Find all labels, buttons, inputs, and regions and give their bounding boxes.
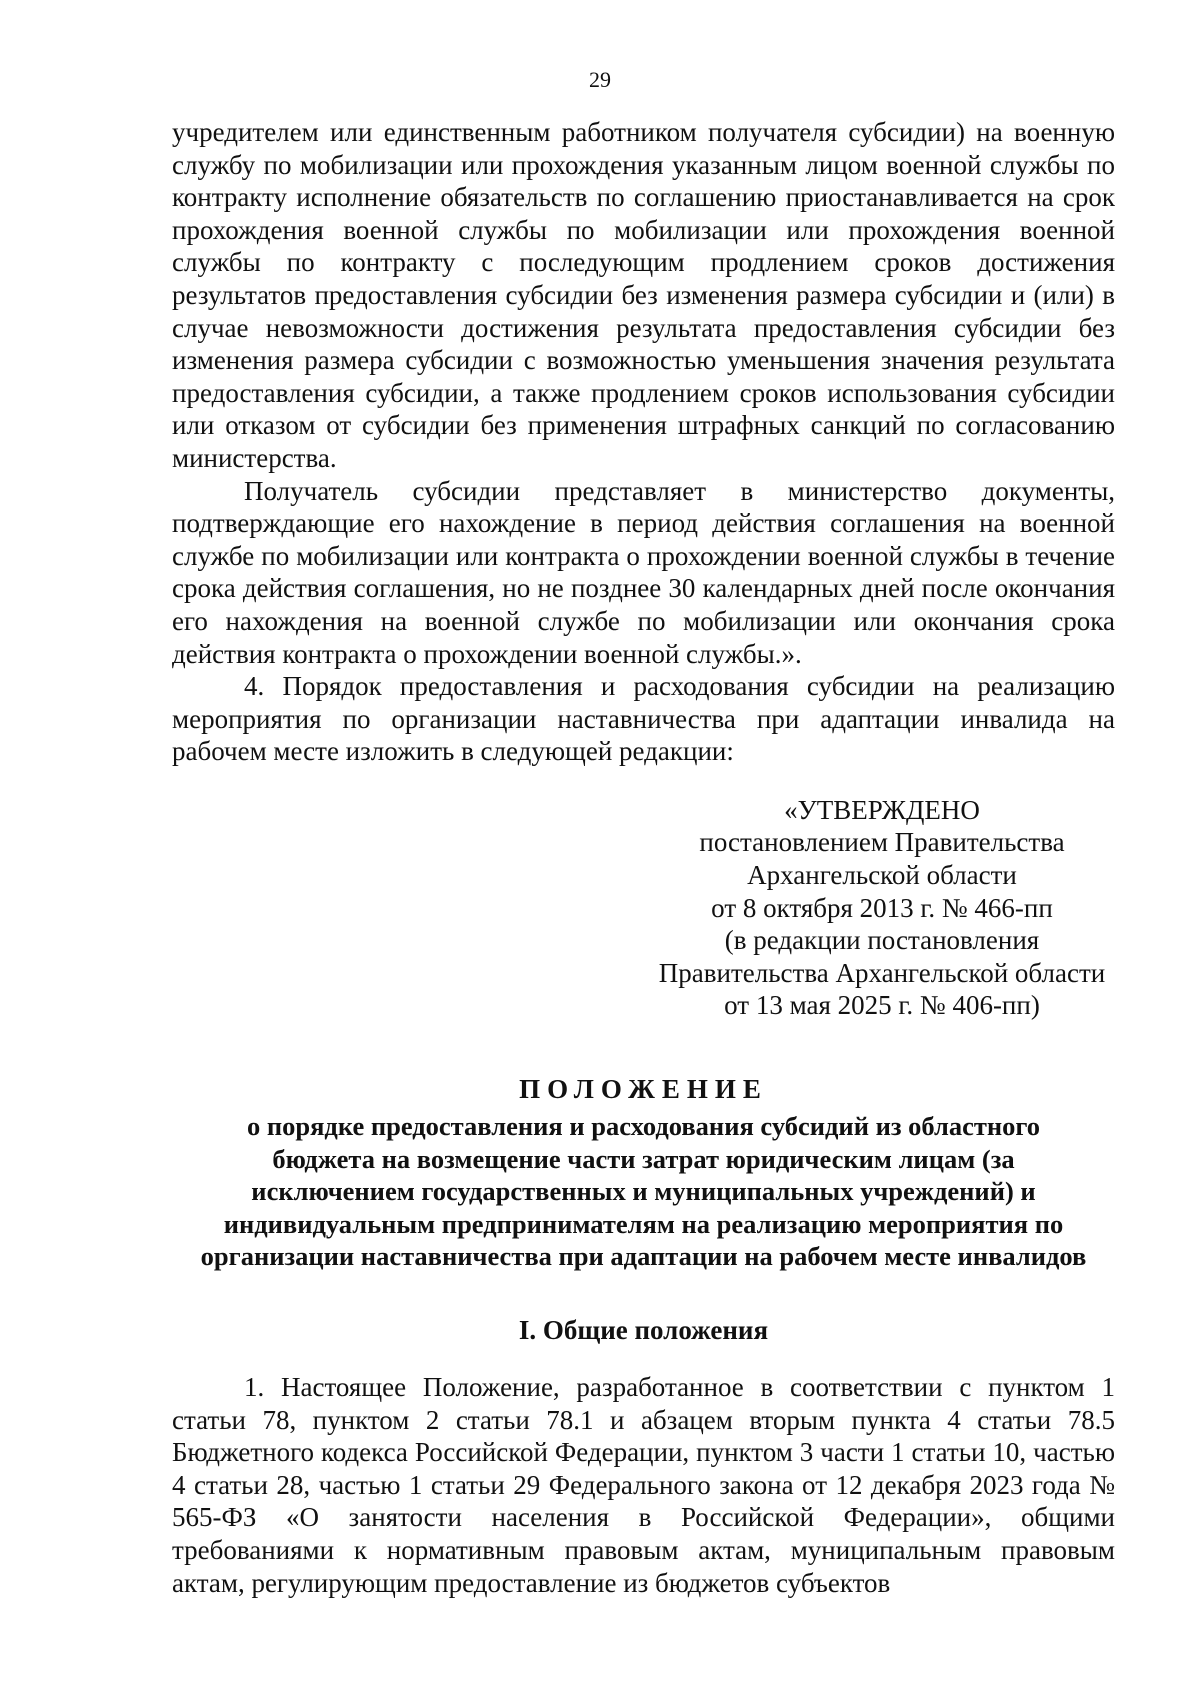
paragraph-item-1: 1. Настоящее Положение, разработанное в соответствии с пунктом 1 статьи 78, пунктом 2 статьи 78.1 и абзацем вторым пункта 4 статьи 78.5 Бюджетного кодекса Российской Федерации, пунктом 3 части 1 статьи 10, частью 4 статьи 28, частью 1 статьи 29 Федерального закона от 12 декабря 2023 года № 565-ФЗ «О занятости населения в Российской Федерации», общими требованиями к нормативным правовым актам, муниципальным правовым актам, регулирующим предоставление из бюджетов субъектов	[172, 1372, 1115, 1598]
section-heading: I. Общие положения	[518, 1315, 769, 1345]
paragraph-item-4: 4. Порядок предоставления и расходования субсидии на реализацию мероприятия по организации наставничества при адаптации инвалида на рабочем месте изложить в следующей редакции:	[172, 671, 1115, 767]
paragraph-documents: Получатель субсидии представляет в министерство документы, подтверждающие его нахождение в период действия соглашения на военной службе по мобилизации или контракта о прохождении военной службы в течение срока действия соглашения, но не позднее 30 календарных дней после окончания его нахождения на военной службе по мобилизации или окончания срока действия контракта о прохождении военной службы.».	[172, 475, 1115, 669]
page-number: 29	[589, 67, 611, 92]
document-subtitle: о порядке предоставления и расходования субсидий из областного бюджета на возмещение части затрат юридическим лицам (за исключением государственных и муниципальных учреждений) и индивидуальным предпринимателям на реализацию мероприятия по организации наставничества при адаптации на рабочем месте инвалидов	[200, 1111, 1087, 1272]
approval-line: от 8 октября 2013 г. № 466-пп	[711, 892, 1053, 923]
document-title: ПОЛОЖЕНИЕ	[519, 1074, 768, 1105]
approval-line: Правительства Архангельской области	[658, 957, 1106, 988]
document-body	[172, 116, 1115, 1599]
paragraph-continuation: учредителем или единственным работником получателя субсидии) на военную службу по мобилизации или прохождения указанным лицом военной службы по контракту исполнение обязательств по соглашению приостанавливается на срок прохождения военной службы по мобилизации или прохождения военной службы по контракту с последующим продлением сроков достижения результатов предоставления субсидии без изменения размера субсидии и (или) в случае невозможности достижения результата предоставления субсидии без изменения размера субсидии с возможностью уменьшения значения результата предоставления субсидии, а также продлением сроков использования субсидии или отказом от субсидии без применения штрафных санкций по согласованию министерства.	[172, 117, 1115, 473]
approval-line: (в редакции постановления	[724, 925, 1040, 956]
approval-line: Архангельской области	[747, 860, 1017, 891]
approval-line: постановлением Правительства	[699, 827, 1065, 858]
approval-block	[644, 794, 1120, 1022]
approval-line: «УТВЕРЖДЕНО	[784, 794, 980, 825]
approval-line: от 13 мая 2025 г. № 406-пп)	[724, 990, 1040, 1021]
